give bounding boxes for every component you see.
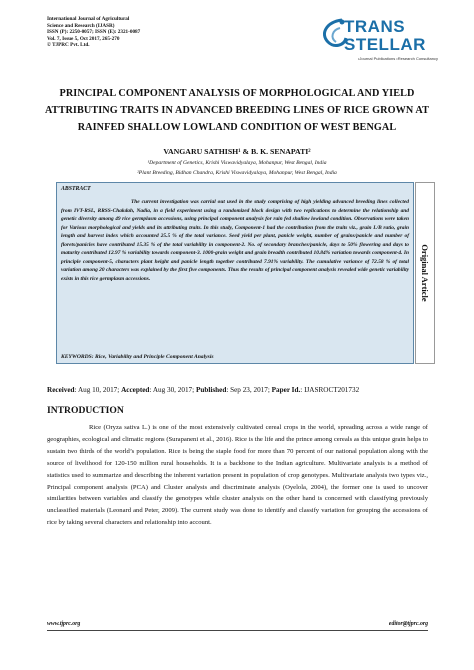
publication-dates [47, 386, 359, 394]
logo-word-stellar: STELLAR [344, 35, 426, 54]
introduction-paragraph: Rice (Oryza sativa L.) is one of the most extensively cultivated cereal crops in the world, spreading across a wide range of geographies, ecological and climatic regions (Surapaneni et al., 2016). Rice is the life and the prince among cereals as this unique grain helps to sustain two thirds of the world’s population. Rice is being the staple food for more than 70 percent of our national population along with the source of livelihood for 120-150 million rural households. It is a backbone to the Indian agriculture. Multivariate analysis is a method of statistics used to summarize and describing the inherent variation present in population of crop genotypes. Multivariate analysis two types viz., Principal component analysis (PCA) and Cluster analysis and discriminate analysis (Oyelola, 2004), the former one is used to uncover similarities between variables and classify the genotypes while cluster analysis on the other hand is concerned with classifying previously unclassified materials (Leonard and Peter, 2009). The current study was done to identify and classify variation for grouping the accessions of rice by taking several characters and relationship into account. [47, 424, 428, 527]
paper-title: PRINCIPAL COMPONENT ANALYSIS OF MORPHOLOGICAL AND YIELD ATTRIBUTING TRAITS IN ADVANCED BREEDING LINES OF RICE GROWN AT RAINFED SHALLOW LOWLAND CONDITION OF WEST BENGAL [44, 88, 430, 133]
affiliation-1: ¹Department of Genetics, Krishi Viswavidyalaya, Mohanpur, West Bengal, India [147, 160, 327, 166]
footer-divider [47, 630, 428, 631]
abstract-text: The current investigation was carrial out used in the study comprising of high yielding advanced breeding lines collected from IVT-RSL, RRSS-Chakdah, Nadia, in a field experiment using a randomized block design with two replications to determine the relationship and genetic diversity among 49 rice germplasm accessions, using principal component analysis for rain fed shallow lowland condition. Observations were taken for Various morphological and yields and its attributing traits. In this study, Component-1 had the contribution from the traits viz., grain L/B ratio, grain length and harvest index which accounted 25.5 % of the total variance. Seed yield per plant, panicle weight, number of grains/panicle and number of florets/panicles have contributed 15.35 % of the total variability in component-2. No. of secondary branches/panicle, days to 50% flowering and days to maturity contributed 12.97 % variability towards component-3. 1000-grain weight and grain breadth contributed 10.84% variation towards component-4. In principle component-5, characters plant height and panicle length together contributed 7.91% variability. The cumulative variance of 72.58 % of total variation among 20 characters was explained by the first five components. Thus the results of principal component analysis revealed wide genetic variability exists in this rice germplasm accessions. [61, 199, 409, 282]
received-label: Received [47, 386, 75, 394]
journal-issn: ISSN (P): 2250-0057; ISSN (E): 2321-0087 [47, 29, 141, 36]
article-type-tab [415, 182, 435, 364]
journal-volume: Vol. 7, Issue 5, Oct 2017, 265-270 [47, 35, 120, 42]
transstellar-logo [318, 14, 438, 72]
abstract-heading: ABSTRACT [61, 186, 91, 192]
journal-copyright: © TJPRC Pvt. Ltd. [47, 42, 90, 49]
published-date: : Sep 23, 2017; [226, 386, 272, 394]
abstract-box [56, 182, 414, 364]
affiliation-2: ²Plant Breeding, Bidhan Chandra, Krishi Viswavidyalaya, Mohanpur, West Bengal, India [137, 170, 337, 176]
accepted-date: : Aug 30, 2017; [149, 386, 196, 394]
footer-website-link[interactable]: www.tjprc.org [47, 621, 81, 627]
paper-id: : IJASROCT201732 [300, 386, 360, 394]
article-type-label: Original Article [420, 244, 430, 302]
published-label: Published [195, 386, 227, 394]
introduction-heading: INTRODUCTION [47, 405, 124, 416]
received-date: : Aug 10, 2017; [74, 386, 122, 394]
journal-name-line2: Science and Research (IJASR) [47, 22, 115, 29]
paper-id-label: Paper Id. [271, 386, 301, 394]
accepted-label: Accepted [121, 386, 150, 394]
logo-word-trans: TRANS [344, 17, 406, 36]
keywords: KEYWORDS: Rice, Variability and Principle Component Analysis [61, 354, 214, 360]
introduction-text [47, 422, 428, 529]
journal-info [47, 16, 140, 49]
footer-email-link[interactable]: editor@tjprc.org [388, 621, 428, 627]
journal-name-line1: International Journal of Agricultural [47, 16, 130, 22]
logo-tagline: •Journal Publications •Research Consultancy [358, 56, 438, 61]
paper-authors: VANGARU SATHISH¹ & B. K. SENAPATI² [163, 147, 311, 156]
